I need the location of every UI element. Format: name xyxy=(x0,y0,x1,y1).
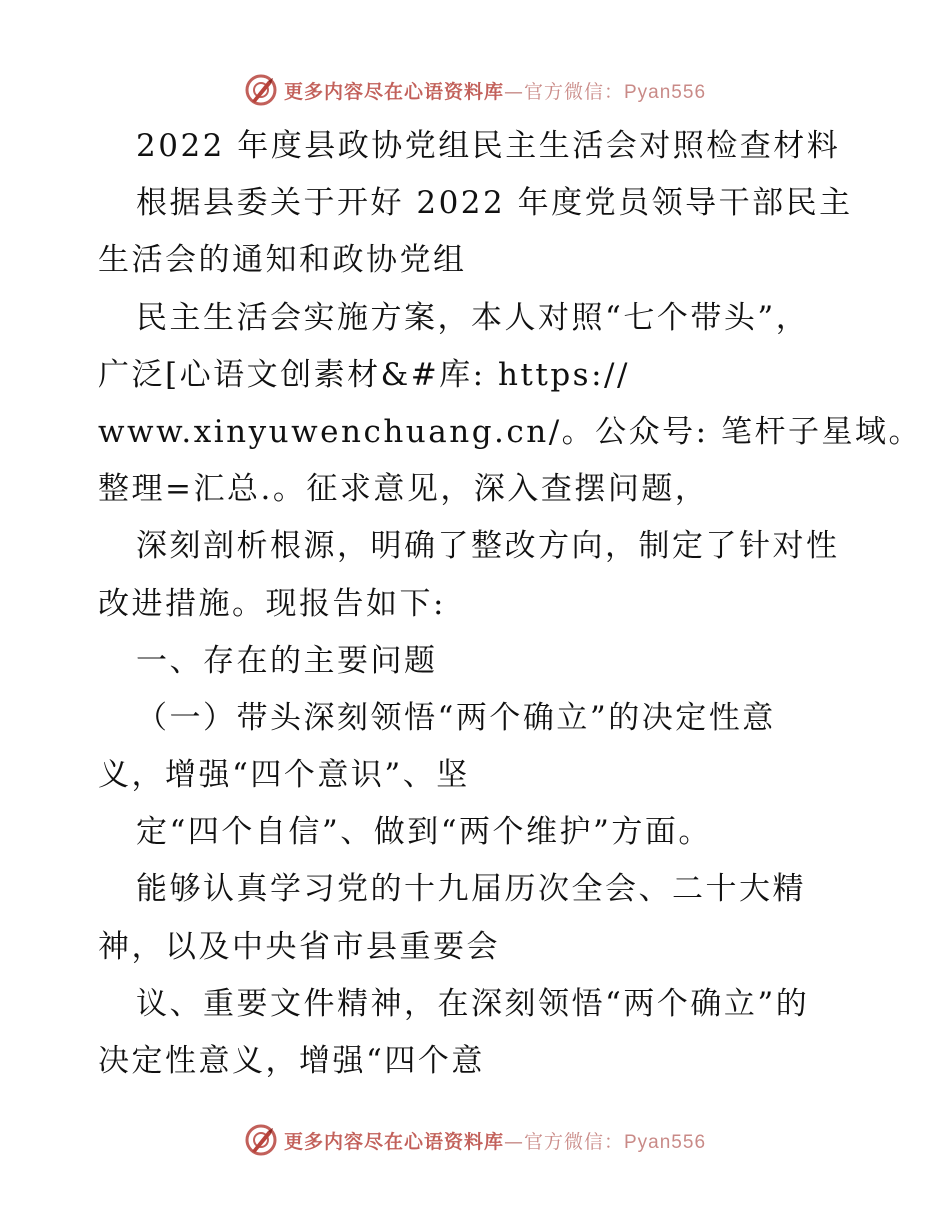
watermark-wechat-id: Pyan556 xyxy=(624,81,707,103)
text-line: 义，增强“四个意识”、坚 xyxy=(98,757,470,794)
watermark-separator: — xyxy=(503,1130,524,1153)
text-line: （一）带头深刻领悟“两个确立”的决定性意 xyxy=(136,699,776,736)
text-line: 神，以及中央省市县重要会 xyxy=(98,928,500,965)
pen-logo-icon xyxy=(244,1123,278,1157)
watermark-separator: — xyxy=(503,80,524,103)
text-line: 广泛[心语文创素材&#库: https:// xyxy=(98,356,630,393)
text-line: 2022 年度县政协党组民主生活会对照检查材料 xyxy=(136,128,841,164)
text-line: 民主生活会实施方案，本人对照“七个带头”， xyxy=(136,299,810,336)
text-line: 能够认真学习党的十九届历次全会、二十大精 xyxy=(136,871,806,908)
watermark-header xyxy=(0,70,950,110)
watermark-main-text: 更多内容尽在心语资料库 xyxy=(283,80,504,103)
text-line: 改进措施。现报告如下: xyxy=(98,585,446,622)
pen-logo-icon xyxy=(244,73,278,107)
document-body xyxy=(98,118,922,1090)
text-line: 生活会的通知和政协党组 xyxy=(98,242,467,279)
watermark-main-text: 更多内容尽在心语资料库 xyxy=(283,1130,504,1153)
text-line: 深刻剖析根源，明确了整改方向，制定了针对性 xyxy=(136,528,840,565)
text-line: 根据县委关于开好 2022 年度党员领导干部民主 xyxy=(136,185,853,222)
watermark-wechat-id: Pyan556 xyxy=(624,1131,707,1153)
text-line: 定“四个自信”、做到“两个维护”方面。 xyxy=(136,814,712,851)
watermark-footer xyxy=(0,1120,950,1160)
text-line: www.xinyuwenchuang.cn/。公众号: 笔杆子星域。 xyxy=(98,413,922,450)
text-line: 整理=汇总.。征求意见，深入查摆问题， xyxy=(98,471,709,508)
watermark-wechat-label: 官方微信： xyxy=(523,1130,624,1153)
text-line: 决定性意义，增强“四个意 xyxy=(98,1043,485,1079)
watermark-wechat-label: 官方微信： xyxy=(523,80,624,103)
text-line: 议、重要文件精神，在深刻领悟“两个确立”的 xyxy=(136,985,810,1022)
text-line: 一、存在的主要问题 xyxy=(136,642,438,679)
